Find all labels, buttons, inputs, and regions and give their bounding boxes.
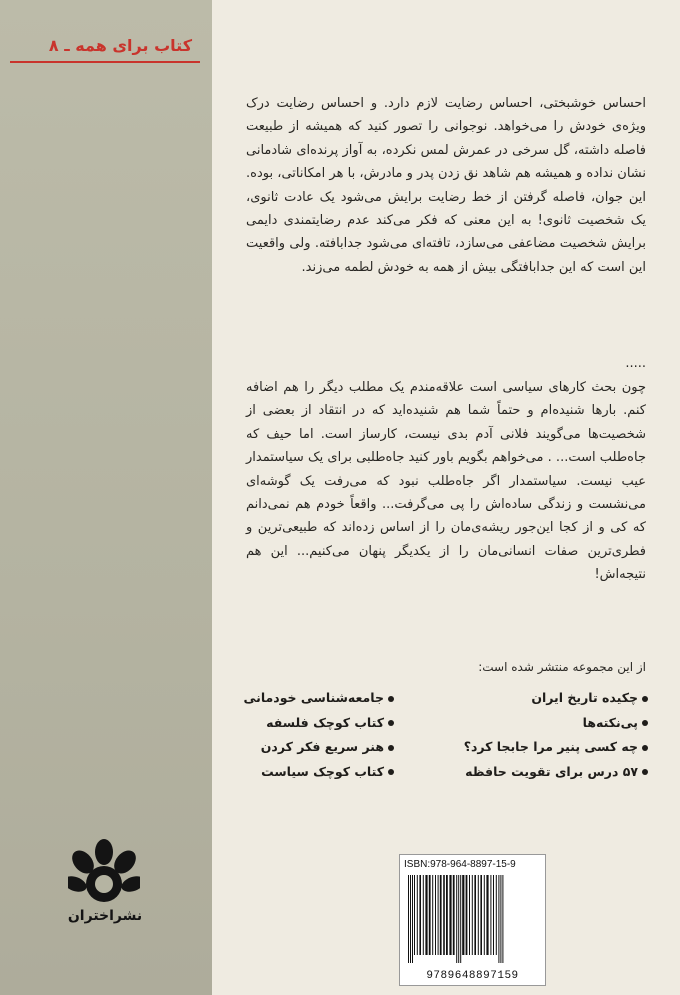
bullet-icon [642, 720, 648, 726]
isbn-label: ISBN:978-964-8897-15-9 [404, 859, 516, 870]
barcode-bar [478, 875, 479, 955]
list-item [244, 711, 394, 736]
barcode-bar [458, 875, 459, 963]
list-item [244, 686, 394, 711]
list-item [244, 760, 394, 785]
barcode-bar [466, 875, 468, 955]
barcode-bar [474, 875, 476, 955]
list-item-label: پی‌نکته‌ها [582, 714, 638, 730]
body-paragraph-1: احساس خوشبختی، احساس رضایت لازم دارد. و احساس رضایت درک ویژه‌ی خودش را می‌خواهد. نوجوانی را تصور کنید که همیشه از طبیعت فاصله داشته، گل سرخی در عمرش لمس نکرده، به آواز پرنده‌ای شادمانی نشان نداده و همیشه هم شاهد نق زدن پدر و مادرش، با هر امکاناتی، بوده. این جوان، فاصله گرفتن از خط رضایت برایش می‌شود یک عادت ثانوی، یک شخصیت ثانوی! به این معنی که فکر می‌کند عدم رضایتمندی دایمی برایش شخصیت مضاعفی می‌سازد، تافته‌ای می‌شود جدابافته. ولی واقعیت این است که این جدابافتگی بیش از همه به خودش لطمه می‌زند. [246, 96, 646, 275]
list-item [438, 735, 648, 760]
barcode-bar [432, 875, 433, 955]
barcode-bar [408, 875, 409, 963]
bullet-icon [388, 696, 394, 702]
barcode-bar [423, 875, 424, 955]
bullet-icon [642, 745, 648, 751]
bullet-icon [388, 745, 394, 751]
barcode-bar [484, 875, 485, 955]
list-item [438, 760, 648, 785]
publisher-name: نشراختران [67, 908, 143, 924]
barcode-bar [419, 875, 421, 955]
barcode-bar [414, 875, 415, 955]
series-title-underline [10, 61, 200, 63]
barcode-bar [440, 875, 442, 955]
barcode-bar [469, 875, 470, 955]
list-item-label: هنر سریع فکر کردن [260, 739, 384, 754]
list-item-label: ۵۷ درس برای تقویت حافظه [465, 763, 638, 779]
barcode-bar [500, 875, 501, 963]
list-item-label: جامعه‌شناسی خودمانی [243, 690, 384, 705]
bullet-icon [388, 769, 394, 775]
barcode-bar [486, 875, 488, 955]
barcode-bar [435, 875, 436, 955]
list-item-label: چه کسی پنیر مرا جابجا کرد؟ [463, 739, 638, 754]
list-item-label: چکیده تاریخ ایران [531, 690, 638, 705]
sidebar-panel [0, 0, 212, 995]
barcode-bar [446, 875, 448, 955]
barcode-bar [412, 875, 413, 963]
barcode-bar [429, 875, 431, 955]
bullet-icon [642, 769, 648, 775]
barcode-bar [493, 875, 494, 955]
section-break: ..... [625, 356, 646, 371]
barcode-bar [456, 875, 457, 963]
barcode-bar [449, 875, 451, 955]
barcode-bar [460, 875, 461, 963]
barcode-bar [438, 875, 439, 955]
list-item [438, 686, 648, 711]
list-item [438, 711, 648, 736]
series-list-intro: از این مجموعه منتشر شده است: [478, 660, 646, 674]
barcode-bar [425, 875, 427, 955]
bullet-icon [642, 696, 648, 702]
barcode-bar [502, 875, 503, 963]
barcode-icon [406, 875, 539, 963]
barcode-bar [410, 875, 411, 963]
body-paragraph-2: چون بحث کارهای سیاسی است علاقه‌مندم یک مطلب دیگر را هم اضافه کنم. بارها شنیده‌ام و حتماً شما هم شنیده‌اید که در انتقاد از بعضی از شخصیت‌ها می‌گویند فلانی آدم بدی نیست، کارساز است. اما حیف که جاه‌طلب است... . می‌خواهم بگویم باور کنید جاه‌طلبی برای یک سیاستمدار عیب نیست. سیاستمدار اگر جاه‌طلب نبود که می‌رفت یک گوشه‌ای می‌نشست و زندگی ساده‌اش را پی می‌گرفت... واقعاً خودم هم نمی‌دانم که کی و از کجا این‌جور ریشه‌ی‌مان را از اساس زده‌اند که طبیعی‌ترین و فطری‌ترین صفات انسانی‌مان را از یکدیگر پنهان می‌کنیم... این هم نتیجه‌اش! [246, 380, 646, 583]
barcode-bar [480, 875, 482, 955]
barcode-bar [472, 875, 473, 955]
barcode-bar [417, 875, 418, 955]
barcode-bar [443, 875, 445, 955]
barcode-bar [498, 875, 499, 963]
barcode-bar [490, 875, 491, 955]
barcode-bar [462, 875, 464, 955]
list-item-label: کتاب کوچک سیاست [261, 763, 384, 779]
series-list-right [438, 686, 648, 784]
barcode-panel [399, 854, 546, 986]
list-item-label: کتاب کوچک فلسفه [266, 714, 384, 730]
barcode-bar [453, 875, 455, 955]
barcode-number: 9789648897159 [426, 970, 519, 982]
bullet-icon [388, 720, 394, 726]
list-item [244, 735, 394, 760]
series-title: کتاب برای همه ـ ۸ [48, 36, 192, 55]
barcode-bar [496, 875, 497, 955]
publisher-logo-icon [68, 838, 140, 902]
series-list-left [244, 686, 394, 784]
